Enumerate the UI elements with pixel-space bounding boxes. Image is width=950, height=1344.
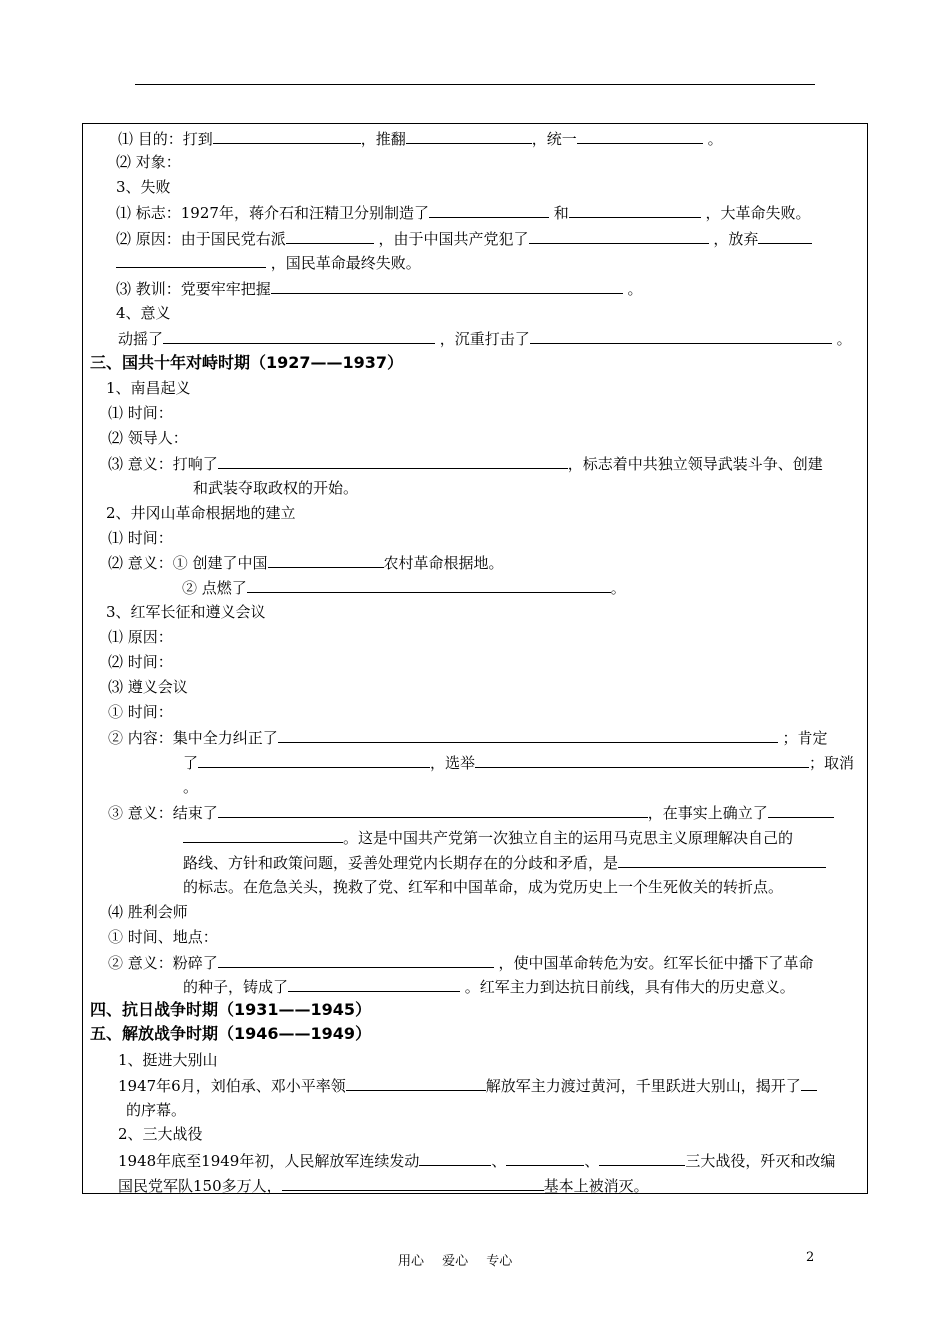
line-text: ① 时间： xyxy=(108,703,173,721)
fill-in-blank[interactable] xyxy=(163,328,435,344)
worksheet-line xyxy=(106,503,296,523)
line-text: ；取消 xyxy=(809,754,855,772)
line-text: 。这是中国共产党第一次独立自主的运用马克思主义原理解决自己的 xyxy=(343,829,794,847)
worksheet-line xyxy=(108,428,188,448)
section-heading xyxy=(90,353,403,373)
fill-in-blank[interactable] xyxy=(429,202,549,218)
fill-in-blank[interactable] xyxy=(183,827,343,843)
line-text: 的序幕。 xyxy=(126,1101,187,1119)
fill-in-blank[interactable] xyxy=(198,752,430,768)
line-text: ⑵ 时间： xyxy=(108,653,173,671)
fill-in-blank[interactable] xyxy=(268,552,384,568)
line-text: ⑴ 原因： xyxy=(108,628,173,646)
line-text: 动摇了 xyxy=(118,330,164,348)
fill-in-blank[interactable] xyxy=(569,202,701,218)
worksheet-line xyxy=(118,1075,817,1096)
line-text: ，选举 xyxy=(430,754,476,772)
line-text: 的标志。在危急关头，挽救了党、红军和中国革命，成为党历史上一个生死攸关的转折点。 xyxy=(183,878,784,896)
line-text: 三、国共十年对峙时期（1927——1937） xyxy=(90,353,404,372)
fill-in-blank[interactable] xyxy=(419,1150,491,1166)
worksheet-line xyxy=(183,827,793,848)
fill-in-blank[interactable] xyxy=(116,252,266,268)
line-text: ① 时间、地点： xyxy=(108,928,218,946)
section-heading xyxy=(90,1024,371,1044)
line-text: 1947年6月，刘伯承、邓小平率领 xyxy=(118,1077,346,1095)
line-text: 3、失败 xyxy=(116,178,171,196)
worksheet-line xyxy=(116,252,421,273)
line-text: ⑴ 标志：1927年，蒋介石和汪精卫分别制造了 xyxy=(116,204,429,222)
worksheet-line xyxy=(118,328,852,349)
fill-in-blank[interactable] xyxy=(530,328,832,344)
worksheet-line xyxy=(108,677,188,697)
line-text: ；肯定 xyxy=(777,729,828,747)
header-rule xyxy=(135,84,815,85)
line-text: 2、三大战役 xyxy=(118,1125,203,1143)
line-text: ⑴ 目的：打到 xyxy=(118,130,213,148)
fill-in-blank[interactable] xyxy=(271,278,623,294)
worksheet-line xyxy=(183,976,795,997)
line-text: 国民党军队150多万人， xyxy=(118,1177,282,1195)
line-text: ，沉重打击了 xyxy=(435,330,530,348)
worksheet-line xyxy=(118,1124,203,1144)
fill-in-blank[interactable] xyxy=(288,976,460,992)
worksheet-line xyxy=(116,228,812,249)
line-text: 3、红军长征和遵义会议 xyxy=(106,603,266,621)
line-text: ⑵ 原因：由于国民党右派 xyxy=(116,230,286,248)
section-heading xyxy=(90,1000,371,1020)
line-text: ⑵ 意义：① 创建了中国 xyxy=(108,554,268,572)
worksheet-line xyxy=(183,777,198,797)
line-text: ，统一 xyxy=(531,130,577,148)
line-text: 。 xyxy=(831,330,852,348)
line-text: 解放军主力渡过黄河，千里跃进大别山，揭开了 xyxy=(485,1077,801,1095)
worksheet-line xyxy=(108,403,173,423)
worksheet-line xyxy=(116,278,643,299)
worksheet-line xyxy=(116,303,171,323)
worksheet-line xyxy=(108,702,173,722)
fill-in-blank[interactable] xyxy=(278,727,778,743)
fill-in-blank[interactable] xyxy=(346,1075,486,1091)
line-text: 四、抗日战争时期（1931——1945） xyxy=(90,1000,372,1019)
line-text: ⑶ 意义：打响了 xyxy=(108,455,218,473)
line-text: 、 xyxy=(584,1152,600,1170)
worksheet-line xyxy=(118,1050,218,1070)
fill-in-blank[interactable] xyxy=(282,1175,544,1191)
line-text: 1、挺进大别山 xyxy=(118,1051,218,1069)
line-text: 。 xyxy=(183,778,199,796)
line-text: 和 xyxy=(548,204,569,222)
fill-in-blank[interactable] xyxy=(801,1075,817,1091)
worksheet-line xyxy=(126,1100,186,1120)
line-text: ，推翻 xyxy=(360,130,406,148)
line-text: 。 xyxy=(610,579,626,597)
line-text: 三大战役，歼灭和改编 xyxy=(685,1152,836,1170)
worksheet-line xyxy=(108,453,823,474)
line-text: 路线、方针和政策问题，妥善处理党内长期存在的分歧和矛盾，是 xyxy=(183,854,619,872)
worksheet-line xyxy=(108,528,173,548)
line-text: ，标志着中共独立领导武装斗争、创建 xyxy=(567,455,823,473)
line-text: 和武装夺取政权的开始。 xyxy=(193,479,359,497)
line-text: ，放弃 xyxy=(708,230,759,248)
fill-in-blank[interactable] xyxy=(506,1150,584,1166)
line-text: ⑴ 时间： xyxy=(108,529,173,547)
line-text: ⑶ 遵义会议 xyxy=(108,678,188,696)
line-text: 农村革命根据地。 xyxy=(383,554,504,572)
line-text: 1948年底至1949年初，人民解放军连续发动 xyxy=(118,1152,420,1170)
line-text: ⑵ 对象： xyxy=(116,153,181,171)
line-text: 的种子，铸成了 xyxy=(183,978,289,996)
fill-in-blank[interactable] xyxy=(768,802,834,818)
line-text: 五、解放战争时期（1946——1949） xyxy=(90,1024,372,1043)
worksheet-line xyxy=(183,752,854,773)
worksheet-line xyxy=(106,378,191,398)
line-text: ，国民革命最终失败。 xyxy=(266,254,421,272)
fill-in-blank[interactable] xyxy=(758,228,812,244)
line-text: ⑶ 教训：党要牢牢把握 xyxy=(116,280,271,298)
worksheet-line xyxy=(182,577,626,598)
worksheet-line xyxy=(108,552,504,573)
line-text: ⑴ 时间： xyxy=(108,404,173,422)
worksheet-line xyxy=(108,727,828,748)
line-text: 。 xyxy=(622,280,643,298)
worksheet-line xyxy=(108,802,834,823)
footer-motto: 用心 爱心 专心 xyxy=(398,1254,513,1269)
line-text: 了 xyxy=(183,754,199,772)
page-number: 2 xyxy=(806,1250,815,1265)
worksheet-line xyxy=(118,1150,835,1171)
fill-in-blank[interactable] xyxy=(286,228,374,244)
line-text: ⑵ 领导人： xyxy=(108,429,188,447)
line-text: ⑷ 胜利会师 xyxy=(108,903,188,921)
line-text: 4、意义 xyxy=(116,304,171,322)
worksheet-line xyxy=(118,1175,649,1196)
worksheet-line xyxy=(108,902,188,922)
worksheet-line xyxy=(116,202,811,223)
line-text: 、 xyxy=(491,1152,507,1170)
line-text: ，大革命失败。 xyxy=(700,204,811,222)
worksheet-line xyxy=(108,927,218,947)
line-text: 2、井冈山革命根据地的建立 xyxy=(106,504,296,522)
line-text: ② 内容：集中全力纠正了 xyxy=(108,729,278,747)
fill-in-blank[interactable] xyxy=(213,128,361,144)
worksheet-line xyxy=(108,652,173,672)
worksheet-line xyxy=(183,852,826,873)
worksheet-line xyxy=(183,877,783,897)
fill-in-blank[interactable] xyxy=(406,128,532,144)
fill-in-blank[interactable] xyxy=(599,1150,685,1166)
line-text: 基本上被消灭。 xyxy=(543,1177,649,1195)
fill-in-blank[interactable] xyxy=(475,752,809,768)
line-text: ② 意义：粉碎了 xyxy=(108,954,218,972)
worksheet-line xyxy=(116,152,181,172)
line-text: ，由于中国共产党犯了 xyxy=(373,230,529,248)
fill-in-blank[interactable] xyxy=(529,228,709,244)
fill-in-blank[interactable] xyxy=(577,128,703,144)
worksheet-line xyxy=(116,177,171,197)
fill-in-blank[interactable] xyxy=(218,802,648,818)
fill-in-blank[interactable] xyxy=(218,453,568,469)
line-text: ，使中国革命转危为安。红军长征中播下了革命 xyxy=(493,954,814,972)
line-text: 1、南昌起义 xyxy=(106,379,191,397)
line-text: 。红军主力到达抗日前线，具有伟大的历史意义。 xyxy=(460,978,795,996)
worksheet-line xyxy=(108,627,173,647)
fill-in-blank[interactable] xyxy=(218,952,494,968)
line-text: 。 xyxy=(702,130,723,148)
worksheet-line xyxy=(106,602,266,622)
line-text: ② 点燃了 xyxy=(182,579,247,597)
worksheet-line xyxy=(108,952,814,973)
line-text: ③ 意义：结束了 xyxy=(108,804,218,822)
fill-in-blank[interactable] xyxy=(618,852,826,868)
worksheet-line xyxy=(118,128,723,149)
line-text: ，在事实上确立了 xyxy=(647,804,768,822)
worksheet-line xyxy=(193,478,358,498)
fill-in-blank[interactable] xyxy=(247,577,611,593)
